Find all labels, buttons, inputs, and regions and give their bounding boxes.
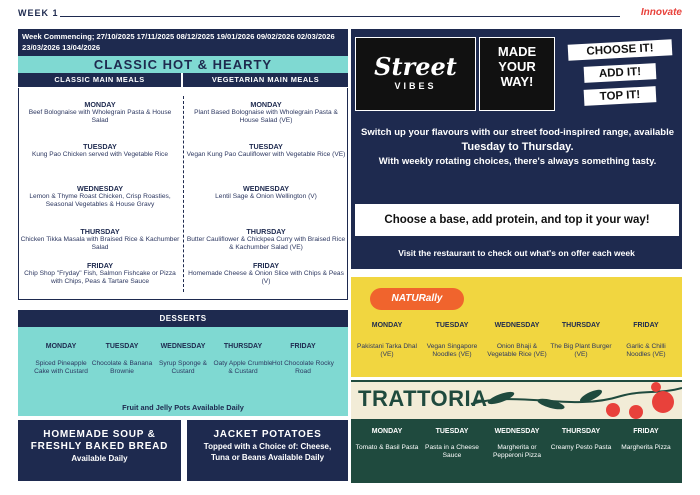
- naturally-friday: [614, 322, 678, 359]
- dish-text: Kung Pao Chicken served with Vegetable Rice: [32, 151, 168, 158]
- day-label: FRIDAY: [633, 322, 659, 329]
- potato-sub-line1: Topped with a Choice of: Cheese,: [203, 442, 332, 451]
- naturally-thursday: [549, 322, 613, 359]
- classic-monday: [20, 100, 180, 125]
- veg-friday: [186, 261, 346, 286]
- top-it-tag: TOP IT!: [584, 86, 657, 106]
- naturally-monday: [355, 322, 419, 359]
- trattoria-thursday: [549, 428, 613, 452]
- dish-text: Syrup Sponge & Custard: [158, 360, 208, 375]
- trattoria-tuesday: [420, 428, 484, 460]
- veg-tuesday: [186, 142, 346, 159]
- dish-text: Tomato & Basil Pasta: [355, 444, 419, 451]
- dessert-tuesday: [91, 343, 153, 376]
- week-commencing-dates: Week Commencing; 27/10/2025 17/11/2025 08/12/2025 19/01/2026 09/02/2026 02/03/2026 23/03/2026 13/04/2026: [18, 29, 348, 56]
- classic-wednesday: [20, 184, 180, 209]
- your-word: YOUR: [498, 59, 536, 74]
- day-label: TUESDAY: [435, 428, 469, 435]
- week-label: WEEK 1: [18, 8, 59, 18]
- dish-text: Lemon & Thyme Roast Chicken, Crisp Roasties, Seasonal Vegetables & House Gravy: [29, 193, 171, 208]
- dish-text: Plant Based Bolognaise with Wholegrain Pasta & House Salad (VE): [194, 109, 338, 124]
- dessert-wednesday: [152, 343, 214, 376]
- day-label: MONDAY: [371, 322, 403, 329]
- naturally-wednesday: [485, 322, 549, 359]
- dish-text: Margherita or Pepperoni Pizza: [492, 444, 542, 459]
- dish-text: Creamy Pesto Pasta: [550, 444, 612, 451]
- choose-it-tag: CHOOSE IT!: [568, 39, 673, 60]
- dish-text: Oaty Apple Crumble & Custard: [213, 360, 273, 375]
- day-label: THURSDAY: [223, 343, 263, 350]
- classic-title: CLASSIC HOT & HEARTY: [18, 56, 348, 73]
- day-label: MONDAY: [371, 428, 403, 435]
- way-word: WAY!: [500, 74, 534, 89]
- day-label: THURSDAY: [561, 322, 601, 329]
- day-label: MONDAY: [250, 100, 282, 109]
- trattoria-friday: [614, 428, 678, 452]
- day-label: TUESDAY: [435, 322, 469, 329]
- day-label: TUESDAY: [249, 142, 283, 151]
- dish-text: Chip Shop "Fryday" Fish, Salmon Fishcake or Pizza with Chips, Peas & Tartare Sauce: [24, 270, 176, 285]
- street-vibes-logo: [355, 37, 476, 111]
- classic-mains-heading: CLASSIC MAIN MEALS: [18, 73, 181, 87]
- day-label: WEDNESDAY: [242, 184, 290, 193]
- dish-text: Vegan Singapore Noodles (VE): [426, 343, 478, 358]
- soup-title-line1: HOMEMADE SOUP &: [43, 429, 156, 440]
- fruit-jelly-note: Fruit and Jelly Pots Available Daily: [122, 403, 244, 412]
- dish-text: Onion Bhaji & Vegetable Rice (VE): [487, 343, 547, 358]
- street-description: [360, 126, 675, 169]
- trattoria-monday: [355, 428, 419, 452]
- veg-wednesday: [186, 184, 346, 201]
- day-label: MONDAY: [45, 343, 77, 350]
- dish-text: Lentil Sage & Onion Wellington (V): [215, 193, 317, 200]
- potato-sub-line2: Tuna or Beans Available Daily: [210, 453, 325, 462]
- naturally-tuesday: [420, 322, 484, 359]
- veg-monday: [186, 100, 346, 125]
- vegetarian-mains-heading: VEGETARIAN MAIN MEALS: [183, 73, 348, 87]
- trattoria-title: TRATTORIA: [358, 386, 488, 411]
- dish-text: Vegan Kung Pao Cauliflower with Vegetable Rice (VE): [186, 151, 346, 158]
- header-divider: [60, 16, 620, 17]
- add-it-tag: ADD IT!: [584, 63, 657, 83]
- street-text-part1: Switch up your flavours with our street food-inspired range, available: [360, 127, 675, 138]
- dessert-friday: [272, 343, 334, 376]
- day-label: TUESDAY: [83, 142, 117, 151]
- dish-text: The Big Plant Burger (VE): [550, 343, 612, 358]
- made-your-way-badge: [479, 37, 555, 111]
- day-label: THURSDAY: [246, 227, 286, 236]
- dish-text: Butter Cauliflower & Chickpea Curry with Braised Rice & Kachumber Salad (VE): [186, 236, 346, 251]
- visit-restaurant-note: Visit the restaurant to check out what's on offer each week: [398, 248, 635, 258]
- day-label: WEDNESDAY: [494, 428, 540, 435]
- column-divider: [183, 96, 184, 292]
- dish-text: Chicken Tikka Masala with Braised Rice & Kachumber Salad: [20, 236, 180, 251]
- naturally-logo: NATURally: [370, 288, 464, 310]
- soup-panel: [18, 420, 181, 481]
- day-label: WEDNESDAY: [494, 322, 540, 329]
- dish-text: Spiced Pineapple Cake with Custard: [34, 360, 88, 375]
- veg-thursday: [186, 227, 346, 252]
- dish-text: Beef Bolognaise with Wholegrain Pasta & House Salad: [28, 109, 172, 124]
- dish-text: Homemade Cheese & Onion Slice with Chips & Peas (V): [188, 270, 344, 285]
- classic-tuesday: [20, 142, 180, 159]
- soup-title-line2: FRESHLY BAKED BREAD: [30, 441, 169, 452]
- dish-text: Pasta in a Cheese Sauce: [425, 444, 479, 459]
- logo-word-street: Street: [374, 52, 457, 81]
- classic-thursday: [20, 227, 180, 252]
- choose-base-banner: Choose a base, add protein, and top it your way!: [355, 204, 679, 236]
- day-label: FRIDAY: [633, 428, 659, 435]
- made-word: MADE: [497, 44, 537, 59]
- dish-text: Pakistani Tarka Dhal (VE): [357, 343, 417, 358]
- logo-word-vibes: VIBES: [394, 81, 437, 91]
- day-label: WEDNESDAY: [76, 184, 124, 193]
- day-label: MONDAY: [84, 100, 116, 109]
- day-label: THURSDAY: [80, 227, 120, 236]
- day-label: THURSDAY: [561, 428, 601, 435]
- potato-title: JACKET POTATOES: [213, 429, 322, 440]
- dish-text: Chocolate & Banana Brownie: [91, 360, 153, 375]
- classic-friday: [20, 261, 180, 286]
- dessert-monday: [30, 343, 92, 376]
- desserts-title: DESSERTS: [18, 310, 348, 327]
- day-label: FRIDAY: [86, 261, 114, 270]
- day-label: WEDNESDAY: [160, 343, 206, 350]
- dessert-thursday: [212, 343, 274, 376]
- jacket-potato-panel: [187, 420, 348, 481]
- street-text-days: Tuesday to Thursday.: [461, 141, 574, 153]
- trattoria-wednesday: [485, 428, 549, 460]
- day-label: FRIDAY: [290, 343, 316, 350]
- day-label: FRIDAY: [252, 261, 280, 270]
- dish-text: Garlic & Chilli Noodles (VE): [626, 343, 666, 358]
- dish-text: Hot Chocolate Rocky Road: [272, 360, 334, 375]
- soup-availability: Available Daily: [71, 454, 128, 463]
- dish-text: Margherita Pizza: [621, 444, 671, 451]
- street-text-part2: With weekly rotating choices, there's always something tasty.: [378, 156, 657, 167]
- day-label: TUESDAY: [105, 343, 139, 350]
- brand-logo: Innovate: [640, 7, 682, 18]
